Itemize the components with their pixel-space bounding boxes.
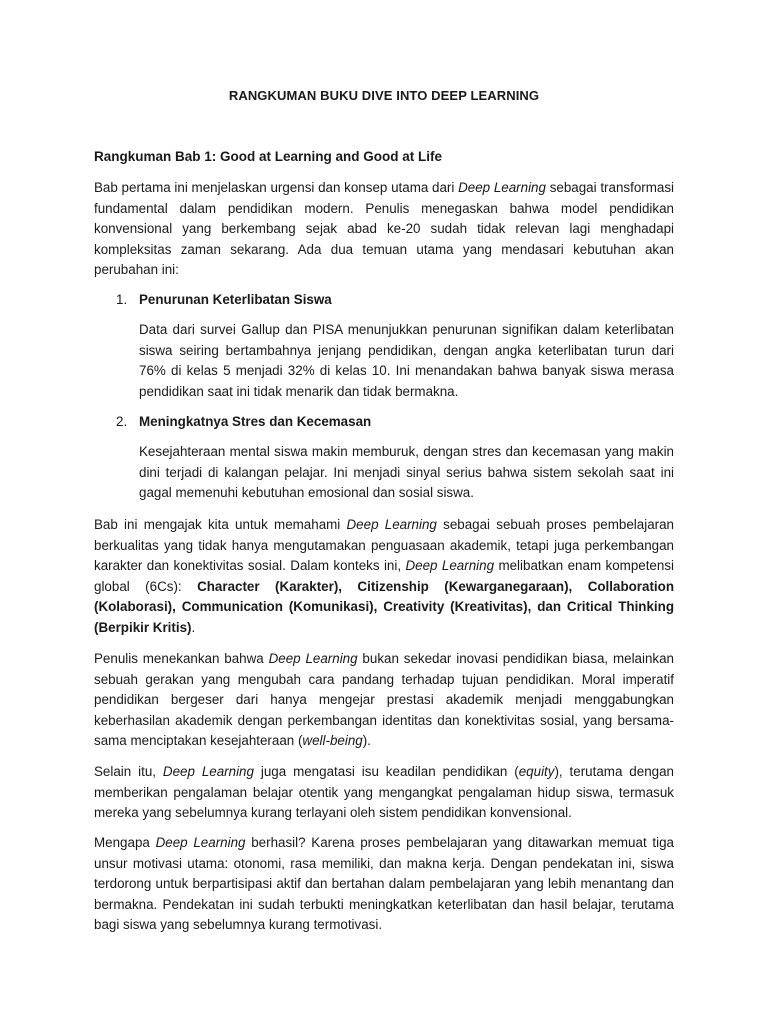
p4-emphasis-2: equity xyxy=(518,764,555,779)
list-item-1-heading: Penurunan Keterlibatan Siswa xyxy=(139,292,332,307)
p3-text-c: ). xyxy=(362,733,371,749)
p4-emphasis: Deep Learning xyxy=(162,764,254,779)
p2-text-end: . xyxy=(191,619,196,635)
p5-emphasis: Deep Learning xyxy=(155,835,246,850)
p3-emphasis: Deep Learning xyxy=(268,651,358,666)
moral-imperative-paragraph xyxy=(94,649,674,752)
competencies-paragraph xyxy=(94,515,674,639)
p5-text-a: Mengapa xyxy=(94,835,156,850)
list-item-1-number: 1. xyxy=(116,292,128,307)
p4-text-c: ), terutama dengan memberikan pengalaman belajar otentik yang mengangkat pengalaman hidup siswa, termasuk mereka yang sebelumnya kurang terlayani oleh sistem pendidikan konvensional. xyxy=(94,764,674,821)
p2-text-b: sebagai sebuah proses pembelajaran berkualitas yang tidak hanya mengutamakan penguasaan akademik, tetapi juga perkembangan karakter dan konektivitas sosial. Dalam konteks ini, xyxy=(94,517,674,574)
intro-text: Bab pertama ini menjelaskan urgensi dan konsep utama dari xyxy=(94,180,459,195)
p2-competencies-bold: Character (Karakter), Citizenship (Kewarganegaraan), Collaboration (Kolaborasi), Communication (Komunikasi), Creativity (Kreativitas), dan Critical Thinking (Berpikir Kritis) xyxy=(94,578,674,635)
list-item-2-body: Kesejahteraan mental siswa makin memburuk, dengan stres dan kecemasan yang makin dini terjadi di kalangan pelajar. Ini menjadi sinyal serius bahwa sistem sekolah saat ini gagal memenuhi kebutuhan emosional dan sosial siswa. xyxy=(139,444,674,501)
chapter-heading: Rangkuman Bab 1: Good at Learning and Good at Life xyxy=(94,149,443,164)
intro-paragraph xyxy=(94,178,674,281)
p3-text-b: bukan sekedar inovasi pendidikan biasa, melainkan sebuah gerakan yang mengubah cara pandang terhadap tujuan pendidikan. Moral imperatif pendidikan bergeser dari hanya mengejar prestasi akademik menjadi menggabungkan keberhasilan akademik dengan perkembangan identitas dan konektivitas sosial, yang bersama-sama menciptakan kesejahteraan ( xyxy=(94,651,674,749)
motivation-paragraph xyxy=(94,833,674,936)
document-title: RANGKUMAN BUKU DIVE INTO DEEP LEARNING xyxy=(228,88,540,103)
p4-text-a: Selain itu, xyxy=(94,764,163,779)
p3-emphasis-2: well-being xyxy=(302,733,363,749)
list-item-2-heading: Meningkatnya Stres dan Kecemasan xyxy=(139,414,372,429)
p2-text-c: melibatkan enam kompetensi global (6Cs): xyxy=(94,558,674,594)
p2-emphasis-1: Deep Learning xyxy=(346,517,437,532)
list-item-2-number: 2. xyxy=(116,414,128,429)
p2-emphasis-2: Deep Learning xyxy=(405,558,495,574)
p3-text-a: Penulis menekankan bahwa xyxy=(94,651,269,666)
list-item-1-body: Data dari survei Gallup dan PISA menunjukkan penurunan signifikan dalam keterlibatan siswa seiring bertambahnya jenjang pendidikan, dengan angka keterlibatan turun dari 76% di kelas 5 menjadi 32% di kelas 10. Ini menandakan bahwa banyak siswa merasa pendidikan saat ini tidak menarik dan tidak bermakna. xyxy=(139,322,674,399)
p5-text-b: berhasil? Karena proses pembelajaran yang ditawarkan memuat tiga unsur motivasi utama: otonomi, rasa memiliki, dan makna kerja. Dengan pendekatan ini, siswa terdorong untuk berpartisipasi aktif dan bertahan dalam pembelajaran yang lebih menantang dan bermakna. Pendekatan ini sudah terbukti meningkatkan keterlibatan dan hasil belajar, terutama bagi siswa yang sebelumnya kurang termotivasi. xyxy=(94,835,675,933)
equity-paragraph xyxy=(94,762,674,824)
intro-text-rest: sebagai transformasi fundamental dalam pendidikan modern. Penulis menegaskan bahwa model pendidikan konvensional yang berkembang sejak abad ke-20 sudah tidak relevan lagi menghadapi kompleksitas zaman sekarang. Ada dua temuan utama yang mendasari kebutuhan akan perubahan ini: xyxy=(94,180,675,278)
p4-text-b: juga mengatasi isu keadilan pendidikan ( xyxy=(253,764,519,779)
intro-emphasis: Deep Learning xyxy=(458,180,546,195)
p2-text-a: Bab ini mengajak kita untuk memahami xyxy=(94,517,347,532)
